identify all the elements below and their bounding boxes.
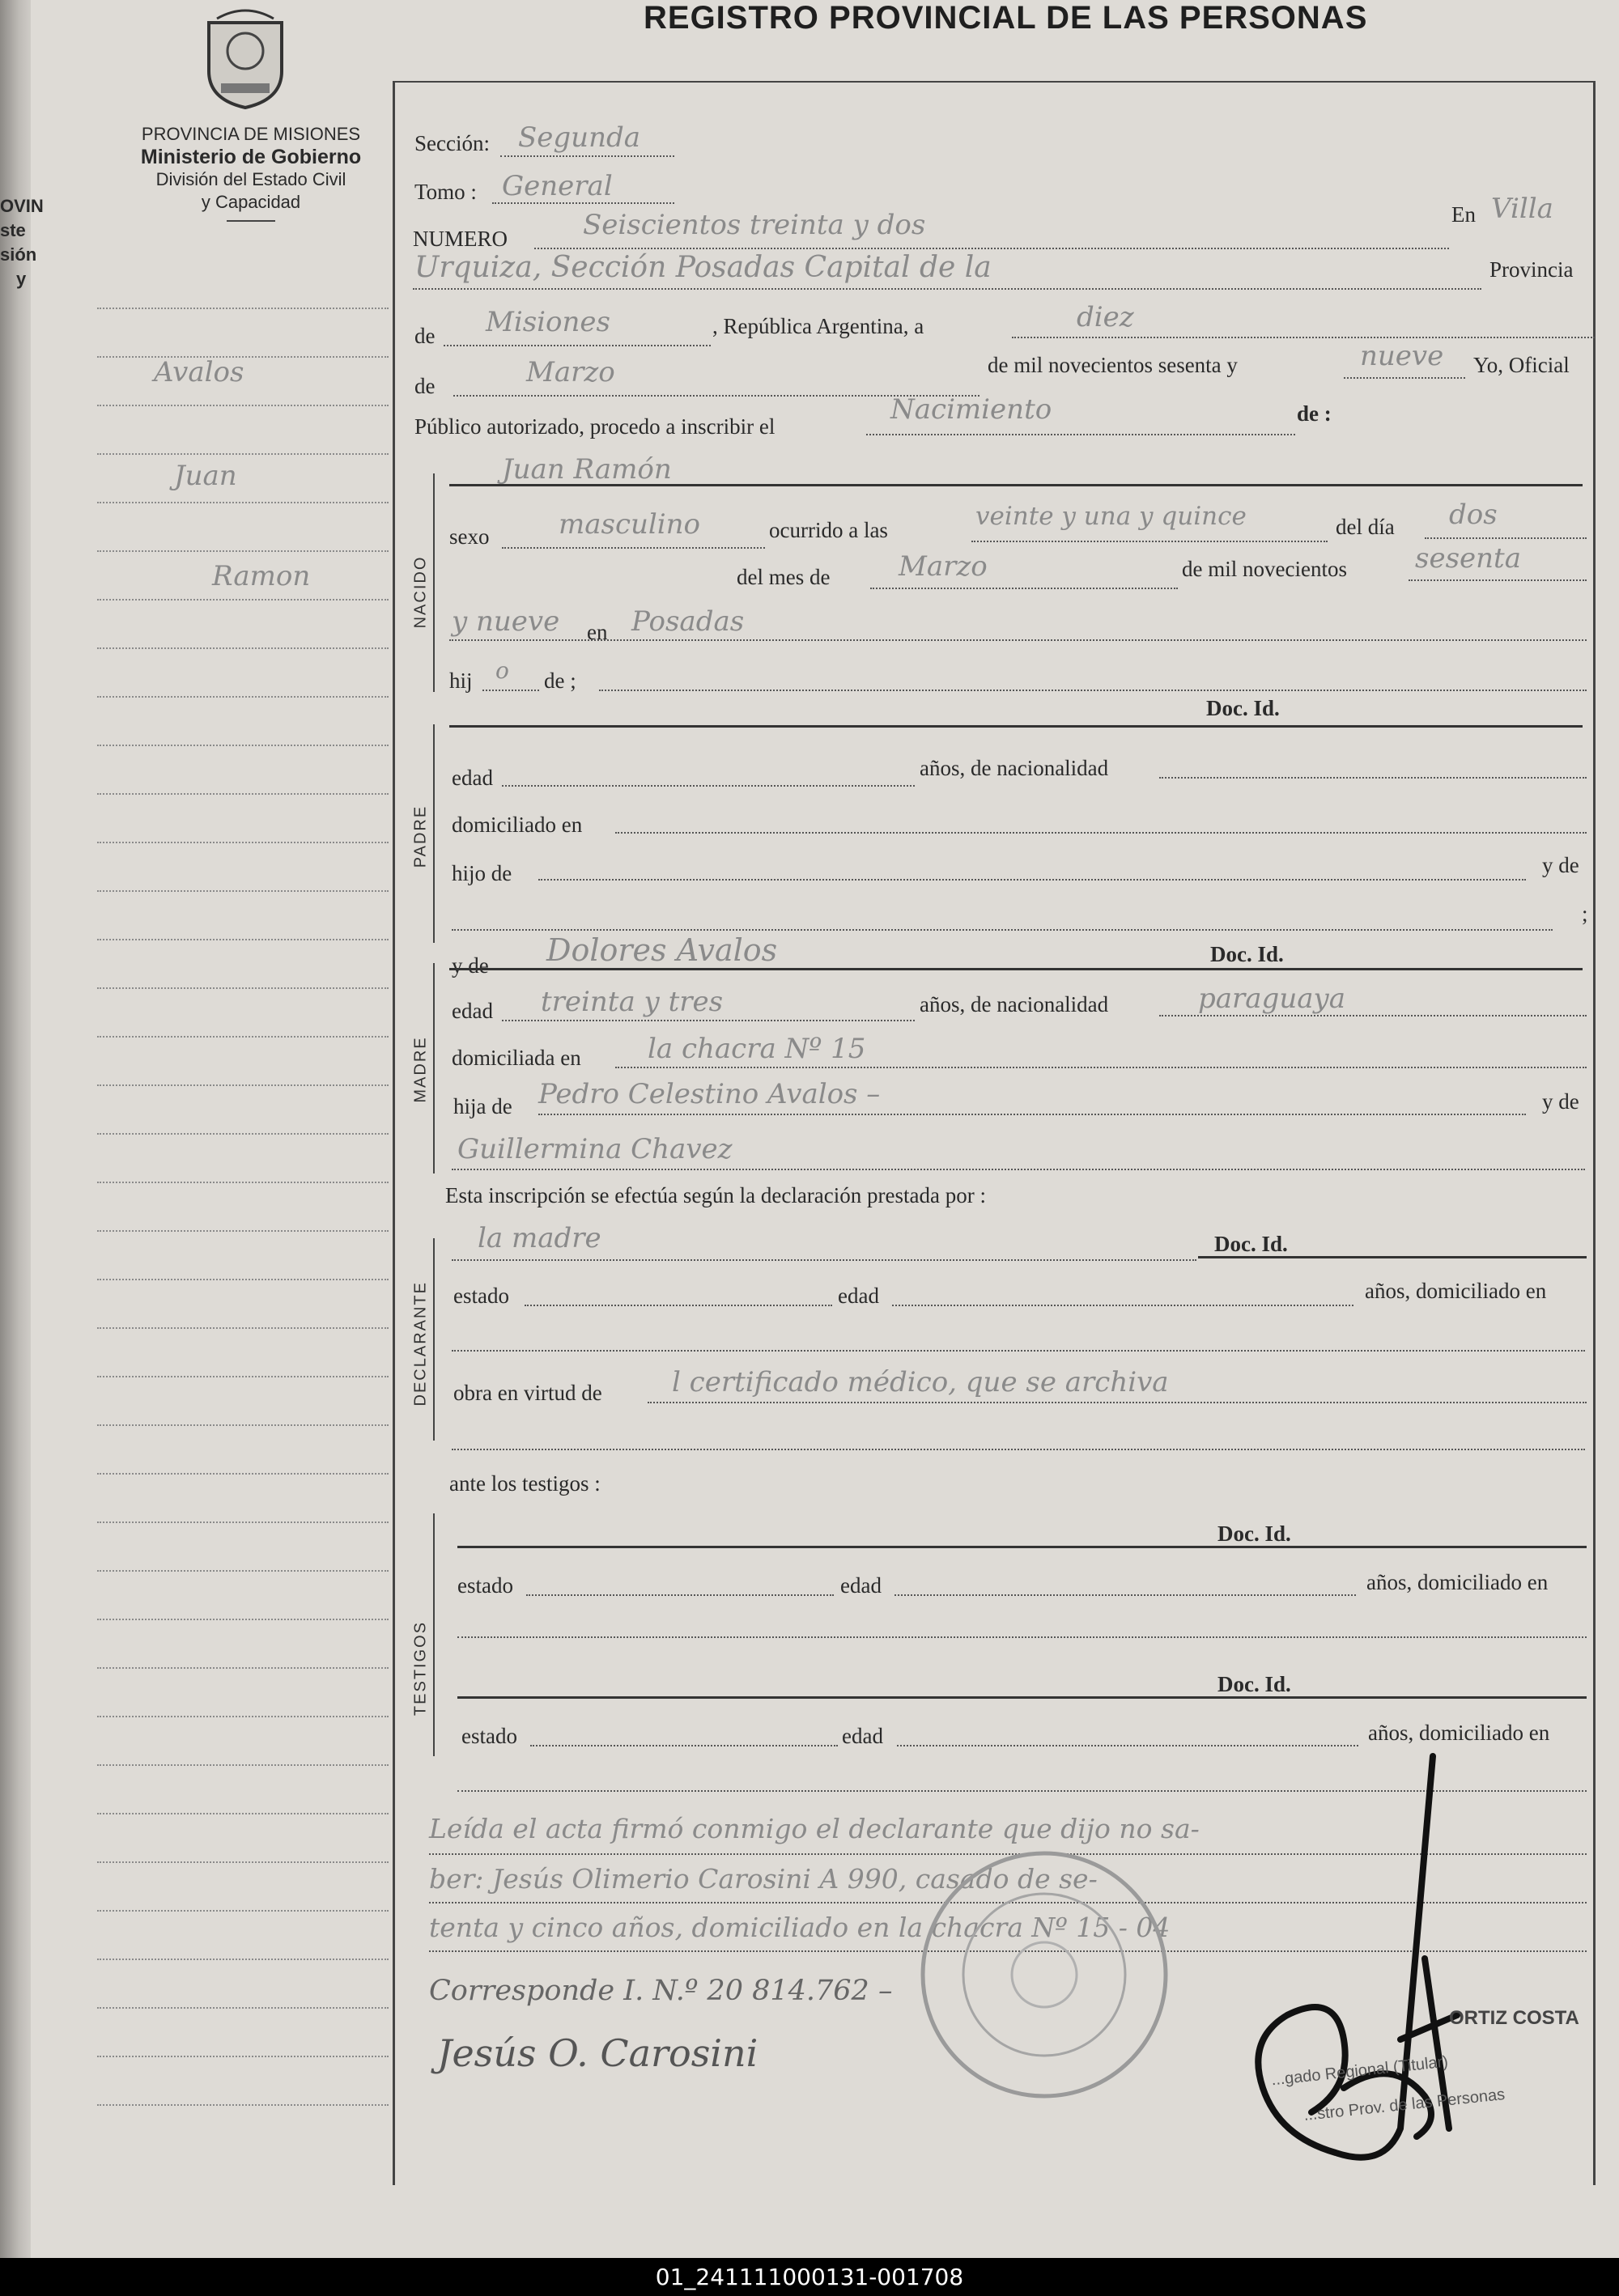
republica-label: , República Argentina, a [712, 314, 924, 338]
hij-de-label: de ; [544, 668, 576, 693]
tomo-value: General [502, 170, 613, 202]
yo-oficial: Yo, Oficial [1473, 353, 1570, 377]
stub-text [0, 194, 44, 291]
stub-line: ste [0, 220, 26, 240]
padre-side-label: PADRE [411, 804, 430, 868]
hij-label: hij [449, 668, 473, 693]
nacido-en-label: en [587, 620, 608, 644]
declarant-signature: Jesús O. Carosini [437, 2031, 759, 2075]
testigo2-doc-label: Doc. Id. [1217, 1672, 1291, 1696]
nacido-nombre: Juan Ramón [502, 453, 672, 486]
declarante-side-label: DECLARANTE [411, 1281, 430, 1407]
en-value: Villa [1491, 193, 1553, 225]
top-border [393, 81, 1593, 83]
madre-edad-value: treinta y tres [541, 986, 724, 1018]
padre-bracket [433, 724, 435, 943]
margin-given-name-2: Ramon [212, 560, 311, 592]
hora-value: veinte y una y quince [975, 502, 1247, 531]
margin-surname: Avalos [154, 356, 244, 388]
ministry-name: Ministerio de Gobierno [140, 146, 362, 168]
hij-value: o [495, 657, 509, 684]
de-label-2: de [414, 374, 436, 398]
official-seal-icon [915, 1845, 1174, 2104]
madre-anios-label: años, de nacionalidad [920, 992, 1109, 1016]
del-dia-label: del día [1336, 515, 1395, 539]
org-line: División del Estado Civil [155, 169, 346, 189]
closing-line-3: tenta y cinco años, domiciliado en la chacra Nº 15 - 04 [429, 1912, 1171, 1943]
nacido-anio-value: sesenta [1415, 542, 1521, 575]
acto-value: Nacimiento [890, 393, 1052, 426]
testigo1-doc-label: Doc. Id. [1217, 1521, 1291, 1546]
padre-edad-label: edad [452, 766, 493, 790]
numero-value: Seiscientos treinta y dos [583, 209, 926, 241]
official-signature-icon [1214, 1748, 1481, 2201]
stamp-line-3: ...stro Prov. de las Personas [1302, 2086, 1506, 2124]
declarante-nombre: la madre [478, 1222, 601, 1254]
stub-line: OVIN [0, 196, 44, 216]
madre-madre-value: Guillermina Chavez [457, 1133, 733, 1165]
testigo2-edad-label: edad [842, 1724, 883, 1748]
padre-y-de-label: y de [1542, 853, 1579, 877]
madre-edad-label: edad [452, 999, 493, 1023]
provincia-value: Misiones [486, 306, 610, 338]
madre-nombre: Dolores Avalos [546, 932, 778, 968]
declarante-bracket [433, 1238, 435, 1441]
anio-value: nueve [1360, 340, 1444, 372]
declarante-edad-label: edad [838, 1284, 879, 1308]
closing-line-1: Leída el acta firmó conmigo el declarante que dijo no sa- [429, 1813, 1200, 1844]
stamp-name: ORTIZ COSTA [1449, 2007, 1579, 2029]
declarante-estado-label: estado [453, 1284, 509, 1308]
declarante-intro: Esta inscripción se efectúa según la declaración prestada por : [445, 1183, 986, 1207]
nacido-dia-value: dos [1449, 499, 1498, 531]
main-column-divider [393, 81, 395, 2185]
madre-side-label: MADRE [411, 1036, 430, 1103]
mil-label: de mil novecientos [1182, 557, 1347, 581]
testigo1-anios-label: años, domiciliado en [1366, 1570, 1549, 1594]
margin-given-name-1: Juan [174, 460, 237, 492]
padre-semicolon: ; [1582, 902, 1588, 926]
testigo2-anios-label: años, domiciliado en [1368, 1721, 1550, 1745]
org-line: PROVINCIA DE MISIONES [141, 124, 361, 144]
madre-nacionalidad-value: paraguaya [1198, 982, 1345, 1015]
madre-domicilio-value: la chacra Nº 15 [648, 1033, 866, 1065]
nacido-anio-cont: y nueve [452, 605, 560, 638]
stub-line: y [16, 269, 27, 289]
seccion-value: Segunda [518, 121, 641, 154]
file-id-footer: 01_241111000131-001708 [0, 2258, 1619, 2296]
sexo-value: masculino [559, 508, 701, 541]
publico-label: Público autorizado, procedo a inscribir el [414, 414, 776, 439]
nacido-mes-value: Marzo [899, 550, 988, 583]
ocurrido-label: ocurrido a las [769, 518, 888, 542]
madre-doc-label: Doc. Id. [1210, 942, 1284, 966]
madre-bracket [433, 963, 435, 1173]
testigo2-estado-label: estado [461, 1724, 517, 1748]
testigos-side-label: TESTIGOS [411, 1620, 430, 1717]
tomo-label: Tomo : [414, 180, 477, 204]
dia-value: diez [1077, 301, 1134, 333]
coat-of-arms-icon [201, 6, 290, 112]
padre-hijo-label: hijo de [452, 861, 512, 885]
en-label: En [1451, 202, 1476, 227]
del-mes-label: del mes de [737, 565, 831, 589]
book-binding [0, 0, 31, 2258]
nacido-bracket [433, 473, 435, 692]
lugar-value: Posadas [631, 605, 745, 638]
org-header [105, 123, 397, 222]
org-line: y Capacidad [201, 192, 301, 212]
madre-hija-label: hija de [453, 1094, 512, 1118]
stub-line: sión [0, 244, 37, 265]
testigos-intro: ante los testigos : [449, 1471, 601, 1496]
padre-domicilio-label: domiciliado en [452, 813, 583, 837]
seccion-label: Sección: [414, 131, 490, 155]
nacido-side-label: NACIDO [411, 555, 430, 629]
closing-line-2: ber: Jesús Olimerio Carosini A 990, casado de se- [429, 1863, 1098, 1895]
obra-label: obra en virtud de [453, 1381, 602, 1405]
de-colon: de : [1297, 401, 1332, 426]
madre-domicilio-label: domiciliada en [452, 1046, 581, 1070]
page-title: REGISTRO PROVINCIAL DE LAS PERSONAS [644, 0, 1368, 36]
closing-line-4: Corresponde I. N.º 20 814.762 – [429, 1975, 893, 2007]
sexo-label: sexo [449, 524, 490, 549]
right-border [1593, 81, 1596, 2185]
testigo1-edad-label: edad [840, 1573, 882, 1598]
obra-value: l certificado médico, que se archiva [672, 1366, 1169, 1398]
testigos-bracket [433, 1513, 435, 1756]
madre-y-de2-label: y de [1542, 1089, 1579, 1114]
declarante-doc-label: Doc. Id. [1214, 1232, 1288, 1256]
mes-value: Marzo [526, 356, 615, 388]
madre-y-de-label: y de [452, 953, 489, 978]
testigo1-estado-label: estado [457, 1573, 513, 1598]
anio-label: de mil novecientos sesenta y [988, 353, 1238, 377]
madre-padres-value: Pedro Celestino Avalos – [538, 1078, 881, 1110]
nacido-doc-label: Doc. Id. [1206, 696, 1280, 720]
place-value: Urquiza, Sección Posadas Capital de la [414, 251, 992, 284]
provincia-label: Provincia [1489, 257, 1574, 282]
numero-label: NUMERO [413, 227, 508, 251]
declarante-anios-label: años, domiciliado en [1365, 1279, 1547, 1303]
padre-anios-label: años, de nacionalidad [920, 756, 1109, 780]
stamp-line-2: ...gado Regional (Titular) [1270, 2052, 1449, 2090]
de-label: de [414, 324, 436, 348]
